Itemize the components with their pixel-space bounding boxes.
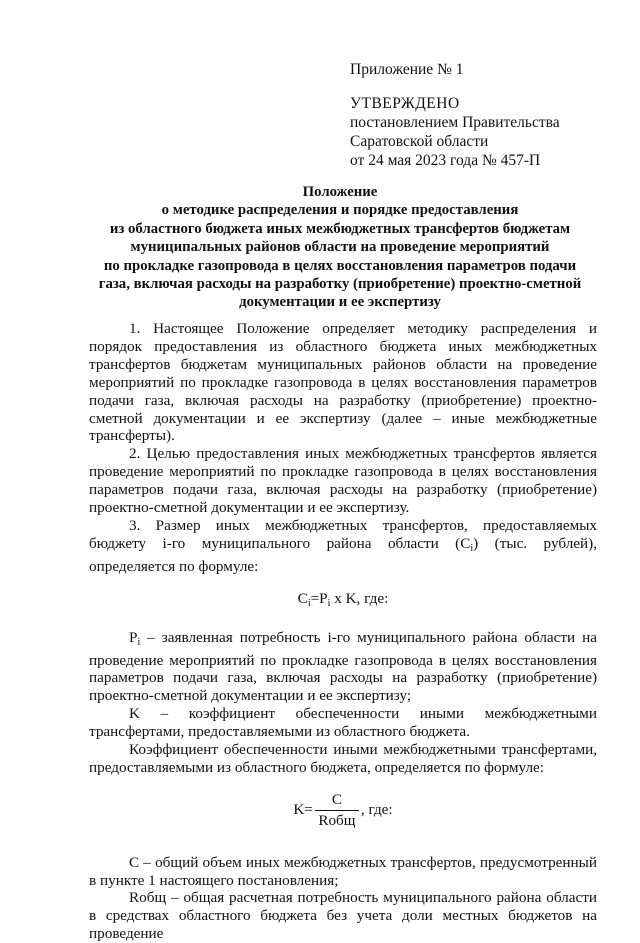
approved-region-line: Саратовской области [350, 133, 489, 150]
formula-rest: x K, где: [330, 589, 389, 607]
formula-k [89, 791, 597, 830]
approved-date-line: от 24 мая 2023 года № 457-П [350, 152, 541, 169]
formula-c-subscript: i [307, 597, 311, 609]
title-line: по прокладке газопровода в целях восстановления параметров подачи [103, 257, 577, 274]
title-line: Положение [302, 184, 378, 200]
paragraph-2: 2. Целью предоставления иных межбюджетных трансфертов является проведение мероприятий по прокладке газопровода в целях восстановления параметров подачи газа, включая расходы на разработку (приобретение) проектно-сметной документации и ее экспертизу. [89, 445, 597, 517]
paragraph-1: 1. Настоящее Положение определяет методику распределения и порядок предоставления из областного бюджета иных межбюджетных трансфертов бюджетам муниципальных районов области на проведение мероприятий по прокладке газопровода в целях восстановления параметров подачи газа, включая расходы на разработку (приобретение) проектно-сметной документации и ее экспертизу (далее – иные межбюджетные трансферты). [89, 320, 597, 445]
formula-k-fraction [315, 791, 359, 830]
approved-heading: УТВЕРЖДЕНО [350, 95, 460, 112]
title-line: из областного бюджета иных межбюджетных трансфертов бюджетам [109, 220, 571, 237]
formula-k-numerator: C [331, 790, 342, 808]
paragraph-4-subscript: i [137, 636, 141, 648]
formula-k-rhs: , где: [360, 801, 393, 819]
paragraph-5: K – коэффициент обеспеченности иными межбюджетными трансфертами, предоставляемыми из областного бюджета. [89, 705, 597, 741]
document-body [89, 320, 597, 943]
formula-k-denominator: Rобщ [318, 811, 356, 829]
formula-c: C [297, 589, 308, 607]
paragraph-7: C – общий объем иных межбюджетных трансфертов, предусмотренный в пункте 1 настоящего постановления; [89, 853, 597, 889]
formula-p-subscript: i [327, 597, 331, 609]
title-line: документации и ее экспертизу [239, 294, 441, 311]
title-line: о методике распределения и порядке предоставления [161, 202, 519, 219]
paragraph-3 [89, 517, 597, 576]
title-line: муниципальных районов области на проведение мероприятий [130, 239, 550, 256]
document-title [80, 183, 600, 312]
annex-number: Приложение № 1 [350, 61, 464, 78]
formula-ci [89, 590, 597, 613]
formula-eq-p: =P [310, 589, 328, 607]
paragraph-3-text-b: ) (тыс. рублей), определяется по формуле: [89, 534, 597, 575]
paragraph-4-symbol: P [129, 628, 138, 646]
paragraph-3-text-a: 3. Размер иных межбюджетных трансфертов, предоставляемых бюджету i-го муниципального района области (C [89, 516, 597, 552]
paragraph-4 [89, 629, 597, 706]
approval-block [350, 60, 630, 170]
formula-k-lhs: K= [293, 801, 313, 819]
paragraph-4-text: – заявленная потребность i-го муниципального района области на проведение мероприятий по прокладке газопровода в целях восстановления параметров подачи газа, включая расходы на разработку (приобретение) проектно-сметной документации и ее экспертизу; [89, 628, 597, 705]
approved-by-line: постановлением Правительства [350, 114, 560, 131]
paragraph-6: Коэффициент обеспеченности иными межбюджетными трансфертами, предоставляемыми из областного бюджета, определяется по формуле: [89, 741, 597, 776]
title-line: газа, включая расходы на разработку (приобретение) проектно-сметной [98, 276, 582, 293]
paragraph-8: Rобщ – общая расчетная потребность муниципального района области в средствах областного бюджета без учета доли местных бюджетов на проведение [89, 889, 597, 943]
subscript-i: i [470, 542, 474, 554]
